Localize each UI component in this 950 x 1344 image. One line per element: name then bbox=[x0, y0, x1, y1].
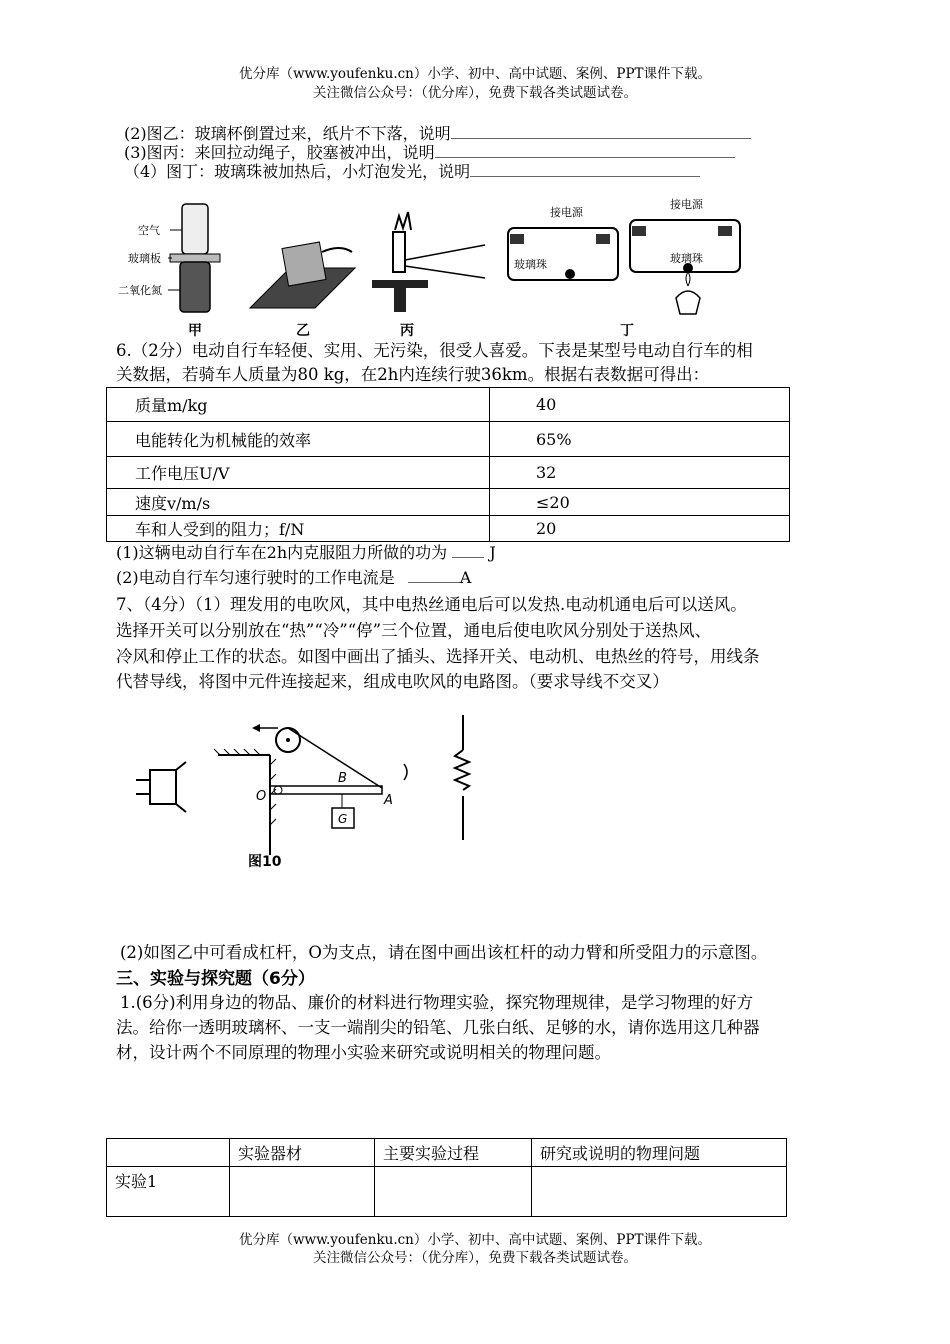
q6-data-table bbox=[106, 387, 790, 542]
figure-ding-heated bbox=[620, 197, 740, 339]
answer-blank[interactable] bbox=[435, 143, 735, 158]
answer-cell[interactable] bbox=[532, 1167, 787, 1217]
svg-text:接电源: 接电源 bbox=[670, 198, 703, 211]
header-line-2: 关注微信公众号：（优分库），免费下载各类试题试卷。 bbox=[313, 85, 637, 101]
experiment-figure bbox=[110, 190, 750, 340]
svg-text:A: A bbox=[384, 793, 393, 808]
table-row: 实验1 bbox=[107, 1167, 787, 1217]
svg-text:丁: 丁 bbox=[620, 323, 634, 339]
figure-yi bbox=[250, 242, 355, 339]
table-row: 车和人受到的阻力；f/N 20 bbox=[107, 516, 790, 542]
q5-item-2: (2)图乙：玻璃杯倒置过来，纸片不下落，说明 bbox=[124, 123, 751, 145]
q7-text-line-3: 冷风和停止工作的状态。如图中画出了插头、选择开关、电动机、电热丝的符号，用线条 bbox=[116, 647, 760, 666]
answer-blank[interactable] bbox=[470, 162, 700, 177]
section-3-title: 三、实验与探究题（6分） bbox=[116, 969, 315, 989]
plug-symbol bbox=[136, 762, 186, 812]
figure-bing bbox=[372, 212, 485, 339]
table-row: 质量m/kg 40 bbox=[107, 388, 790, 422]
s3-q1-line-1: 1.(6分)利用身边的物品、廉价的材料进行物理实验，探究物理规律，是学习物理的好方 bbox=[120, 993, 754, 1012]
svg-text:空气: 空气 bbox=[138, 224, 160, 237]
svg-text:玻璃珠: 玻璃珠 bbox=[514, 258, 547, 271]
q6-text-line-2: 关数据，若骑车人质量为80 kg，在2h内连续行驶36km。根据右表数据可得出： bbox=[116, 365, 710, 384]
answer-blank[interactable] bbox=[452, 543, 484, 558]
q7-text-line-4: 代替导线，将图中元件连接起来，组成电吹风的电路图。（要求导线不交叉） bbox=[116, 672, 669, 691]
svg-text:乙: 乙 bbox=[296, 323, 310, 339]
q6-sub-1: (1)这辆电动自行车在2h内克服阻力所做的功为 J bbox=[116, 543, 496, 562]
table-row: 速度v/m/s ≤20 bbox=[107, 489, 790, 516]
figure-jia bbox=[118, 204, 220, 339]
answer-blank[interactable] bbox=[451, 124, 751, 139]
answer-blank[interactable] bbox=[408, 568, 460, 583]
answer-cell[interactable] bbox=[230, 1167, 375, 1217]
svg-text:O: O bbox=[256, 789, 267, 804]
footer-line-1: 优分库（www.youfenku.cn）小学、初中、高中试题、案例、PPT课件下载。 bbox=[238, 1232, 712, 1248]
figure-ding bbox=[508, 205, 618, 280]
svg-text:丙: 丙 bbox=[400, 323, 414, 339]
lever-diagram bbox=[214, 724, 393, 870]
svg-text:接电源: 接电源 bbox=[550, 206, 583, 219]
q7-text-line-2: 选择开关可以分别放在“热”“冷”“停”三个位置，通电后使电吹风分别处于送热风、 bbox=[116, 621, 712, 640]
s3-q1-line-3: 材，设计两个不同原理的物理小实验来研究或说明相关的物理问题。 bbox=[116, 1043, 611, 1062]
q6-text-line-1: 6.（2分）电动自行车轻便、实用、无污染，很受人喜爱。下表是某型号电动自行车的相 bbox=[116, 341, 753, 360]
q5-item-3: (3)图丙：来回拉动绳子，胶塞被冲出，说明 bbox=[124, 142, 735, 164]
header-line-1: 优分库（www.youfenku.cn）小学、初中、高中试题、案例、PPT课件下载。 bbox=[238, 66, 712, 82]
svg-text:G: G bbox=[338, 812, 348, 826]
q7-text-line-1: 7、（4分）（1）理发用的电吹风，其中电热丝通电后可以发热.电动机通电后可以送风。 bbox=[116, 595, 747, 614]
table-row: 电能转化为机械能的效率 65% bbox=[107, 422, 790, 457]
svg-text:图10: 图10 bbox=[248, 854, 282, 870]
experiment-table bbox=[106, 1138, 787, 1217]
q6-sub-2: (2)电动自行车匀速行驶时的工作电流是 A bbox=[116, 568, 472, 587]
table-header-row: 实验器材 主要实验过程 研究或说明的物理问题 bbox=[107, 1139, 787, 1167]
svg-text:甲: 甲 bbox=[188, 323, 202, 339]
q5-item-4: （4）图丁：玻璃珠被加热后，小灯泡发光，说明 bbox=[124, 161, 700, 183]
footer-line-2: 关注微信公众号：（优分库），免费下载各类试题试卷。 bbox=[313, 1250, 637, 1266]
q7-sub-2: (2)如图乙中可看成杠杆，O为支点，请在图中画出该杠杆的动力臂和所受阻力的示意图。 bbox=[120, 943, 768, 962]
svg-text:B: B bbox=[338, 771, 347, 786]
s3-q1-line-2: 法。给你一透明玻璃杯、一支一端削尖的铅笔、几张白纸、足够的水，请你选用这几种器 bbox=[116, 1018, 760, 1037]
table-row: 工作电压U/V 32 bbox=[107, 457, 790, 489]
answer-cell[interactable] bbox=[375, 1167, 532, 1217]
lever-circuit-figure bbox=[130, 700, 480, 880]
svg-text:二氧化氮: 二氧化氮 bbox=[118, 284, 162, 297]
svg-text:玻璃板: 玻璃板 bbox=[128, 252, 161, 265]
heater-coil-symbol bbox=[404, 715, 469, 840]
svg-text:玻璃珠: 玻璃珠 bbox=[670, 252, 703, 265]
